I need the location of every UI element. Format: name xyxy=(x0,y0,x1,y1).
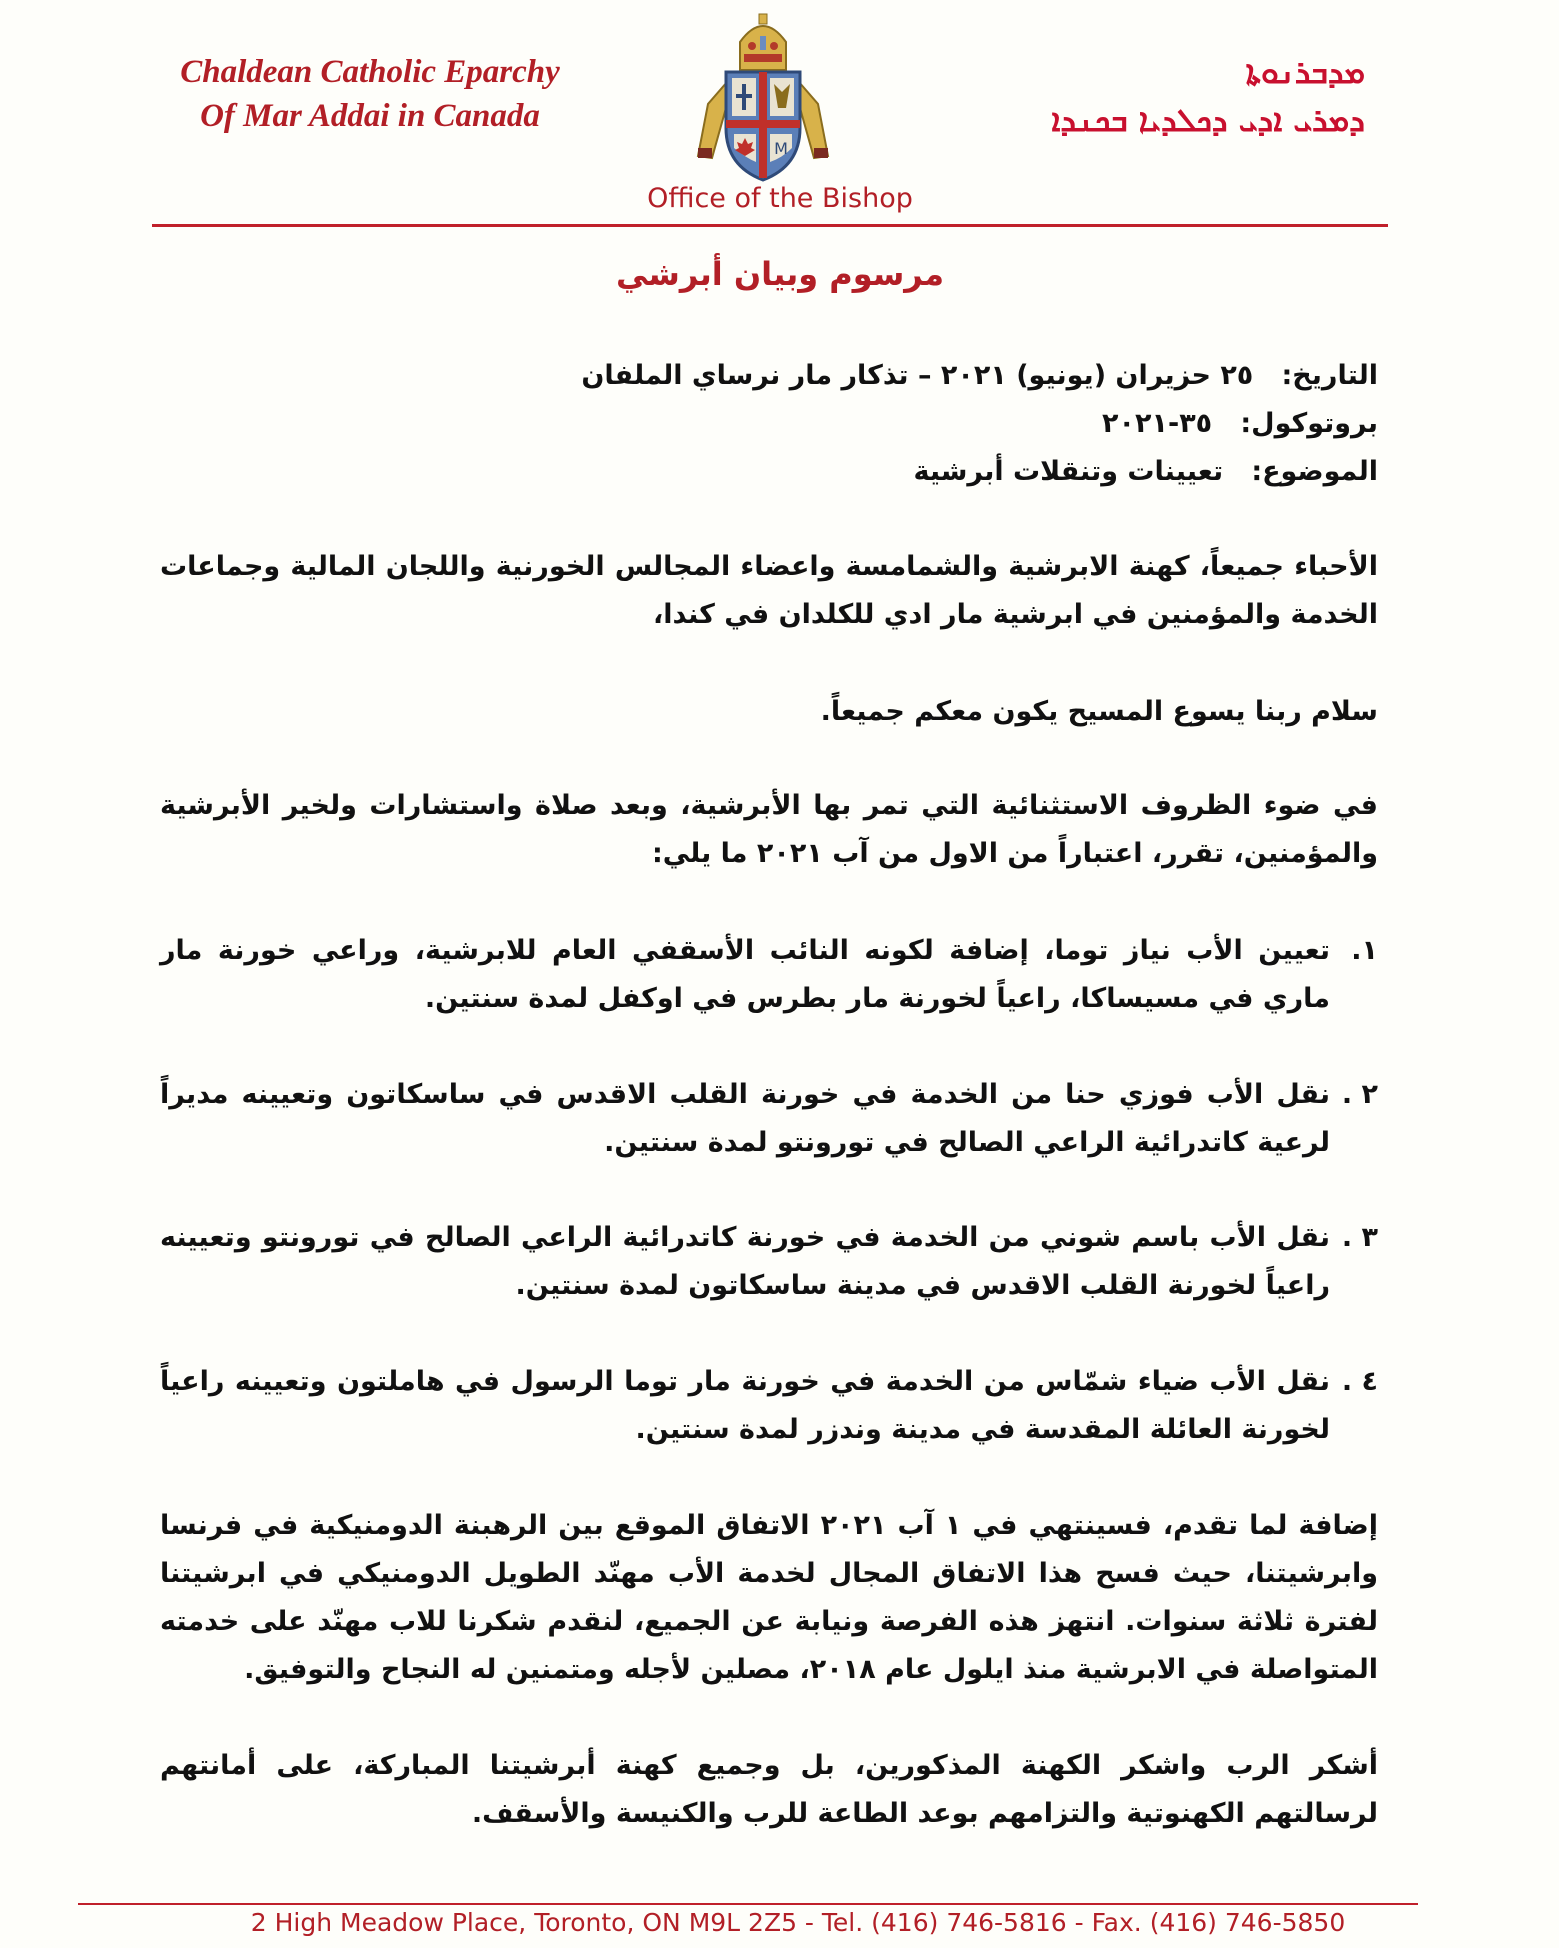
svg-text:M: M xyxy=(774,139,788,158)
list-item xyxy=(160,1214,1378,1310)
list-item-text: نقل الأب باسم شوني من الخدمة في خورنة كاتدرائية الراعي الصالح في تورونتو وتعيينه راعياً لخورنة القلب الاقدس في مدينة ساسكاتون لمدة سنتين. xyxy=(160,1222,1330,1301)
syriac-line1: ܡܕܒܪܢܘܬܐ xyxy=(1245,53,1365,91)
list-item xyxy=(160,1358,1378,1454)
subject-value: تعيينات وتنقلات أبرشية xyxy=(913,456,1224,487)
list-item-text: تعيين الأب نياز توما، إضافة لكونه النائب الأسقفي العام للابرشية، وراعي خورنة مار ماري في مسيساكا، راعياً لخورنة مار بطرس في اوكفل لمدة سنتين. xyxy=(160,935,1330,1014)
office-of-the-bishop: Office of the Bishop xyxy=(647,183,913,214)
list-item-text: نقل الأب ضياء شمّاس من الخدمة في خورنة مار توما الرسول في هاملتون وتعيينه راعياً لخورنة العائلة المقدسة في مدينة وندزر لمدة سنتين. xyxy=(160,1366,1330,1445)
date-value: ٢٥ حزيران (يونيو) ٢٠٢١ – تذكار مار نرساي الملفان xyxy=(581,360,1254,391)
list-item-number: ٣ . xyxy=(1341,1222,1378,1253)
list-item-number: ٤ . xyxy=(1341,1366,1378,1397)
eparchy-name-syriac xyxy=(945,48,1365,144)
date-label: التاريخ: xyxy=(1281,360,1378,391)
subject-label: الموضوع: xyxy=(1251,456,1378,487)
addition-paragraph: إضافة لما تقدم، فسينتهي في ١ آب ٢٠٢١ الاتفاق الموقع بين الرهبنة الدومنيكية في فرنسا وابرشيتنا، حيث فسح هذا الاتفاق المجال لخدمة الأب مهنّد الطويل الدومنيكي في ابرشيتنا لفترة ثلاثة سنوات. انتهز هذه الفرصة ونيابة عن الجميع، لنقدم شكرنا للاب مهنّد على خدمته المتواصلة في الابرشية منذ ايلول عام ٢٠١٨، مصلين لأجله ومتمنين له النجاح والتوفيق. xyxy=(160,1510,1379,1685)
intro-paragraph: في ضوء الظروف الاستثنائية التي تمر بها الأبرشية، وبعد صلاة واستشارات ولخير الأبرشية والمؤمنين، تقرر، اعتباراً من الاول من آب ٢٠٢١ ما يلي: xyxy=(160,790,1378,869)
list-item-number: ١. xyxy=(1351,935,1378,966)
list-item xyxy=(160,1071,1378,1167)
protocol-line xyxy=(500,400,1378,448)
syriac-line2: ܕܡܪܝ ܐܕܝ ܕܟܠܕܝܐ ܒܟܢܕܐ xyxy=(1051,101,1365,139)
protocol-value: ٣٥-٢٠٢١ xyxy=(1102,408,1213,439)
list-item-text: نقل الأب فوزي حنا من الخدمة في خورنة القلب الاقدس في ساسكاتون وتعيينه مديراً لرعية كاتدرائية الراعي الصالح في تورونتو لمدة سنتين. xyxy=(160,1079,1330,1158)
subject-line xyxy=(500,448,1378,496)
greeting-paragraph: الأحباء جميعاً، كهنة الابرشية والشمامسة واعضاء المجالس الخورنية واللجان المالية وجماعات الخدمة والمؤمنين في ابرشية مار ادي للكلدان في كندا، xyxy=(160,551,1378,630)
eparchy-name-line1: Chaldean Catholic Eparchy xyxy=(180,54,560,90)
footer-address: 2 High Meadow Place, Toronto, ON M9L 2Z5 - Tel. (416) 746-5816 - Fax. (416) 746-5850 xyxy=(250,1908,1346,1937)
decree-title: مرسوم وبيان أبرشي xyxy=(615,255,944,293)
eparchy-name-english xyxy=(150,50,590,138)
eparchy-name-line2: Of Mar Addai in Canada xyxy=(200,98,540,134)
date-line xyxy=(500,352,1378,400)
bishop-coat-of-arms-icon xyxy=(688,8,838,183)
protocol-label: بروتوكول: xyxy=(1240,408,1378,439)
thanks-paragraph: أشكر الرب واشكر الكهنة المذكورين، بل وجميع كهنة أبرشيتنا المباركة، على أمانتهم لرسالتهم الكهنوتية والتزامهم بوعد الطاعة للرب والكنيسة والأسقف. xyxy=(160,1750,1378,1829)
list-item xyxy=(160,927,1378,1023)
footer-divider xyxy=(78,1903,1418,1905)
peace-paragraph: سلام ربنا يسوع المسيح يكون معكم جميعاً. xyxy=(820,696,1378,727)
header-divider xyxy=(152,224,1388,227)
list-item-number: ٢ . xyxy=(1341,1079,1378,1110)
